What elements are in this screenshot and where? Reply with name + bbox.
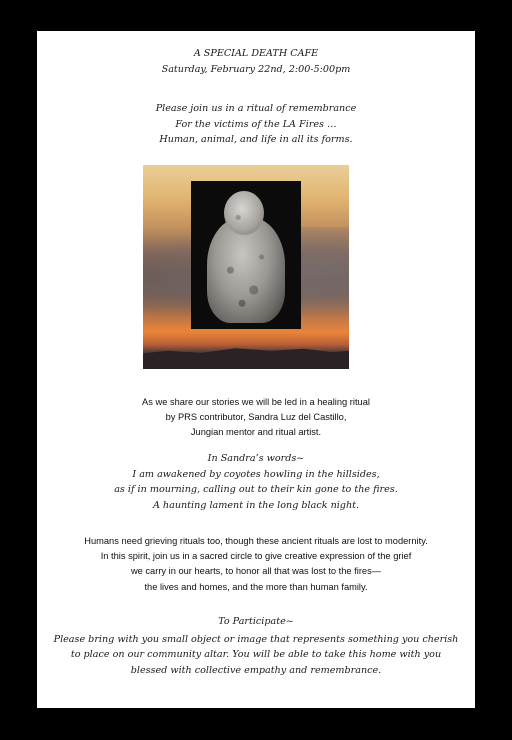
event-title: A SPECIAL DEATH CAFE: [193, 48, 319, 59]
flyer-card: [37, 31, 475, 708]
paragraph-line: In this spirit, join us in a sacred circle to give creative expression of the grief: [100, 551, 412, 562]
hillside-silhouette: [143, 343, 349, 369]
paragraph-line: Humans need grieving rituals too, though these ancient rituals are lost to modernity.: [84, 536, 428, 546]
stone-texture: [207, 191, 285, 323]
quote-line: A haunting lament in the long black night.: [152, 499, 360, 511]
participation-instructions: [37, 614, 475, 678]
invitation-line: Please join us in a ritual of remembrance: [155, 103, 357, 114]
participate-line: to place on our community altar. You will be able to take this home with you: [70, 649, 442, 660]
grief-ritual-paragraph: [37, 534, 475, 595]
ritual-line: As we share our stories we will be led in a healing ritual: [142, 397, 370, 407]
quote-line: I am awakened by coyotes howling in the hillsides,: [132, 468, 380, 480]
stone-statue-photo: [191, 181, 301, 329]
paragraph-line: the lives and homes, and the more than human family.: [144, 581, 368, 592]
paragraph-line: we carry in our hearts, to honor all that was lost to the fires—: [130, 566, 382, 577]
quote-line: as if in mourning, calling out to their kin gone to the fires.: [114, 484, 398, 495]
event-header: [37, 46, 475, 77]
participate-line: blessed with collective empathy and remembrance.: [130, 664, 382, 676]
participate-line: Please bring with you small object or image that represents something you cherish: [53, 633, 459, 645]
memorial-image: [143, 165, 349, 369]
invitation-line: For the victims of the LA Fires …: [175, 118, 337, 130]
ritual-description: [37, 395, 475, 441]
invitation-text: [37, 101, 475, 148]
ritual-line: Jungian mentor and ritual artist.: [190, 427, 322, 438]
event-date-time: Saturday, February 22nd, 2:00-5:00pm: [161, 63, 351, 75]
ritual-line: by PRS contributor, Sandra Luz del Castillo,: [165, 412, 347, 423]
sandra-quote: [37, 451, 475, 513]
invitation-line: Human, animal, and life in all its forms.: [159, 134, 353, 145]
quote-heading: In Sandra’s words~: [207, 453, 305, 464]
participate-heading: To Participate~: [218, 616, 294, 627]
